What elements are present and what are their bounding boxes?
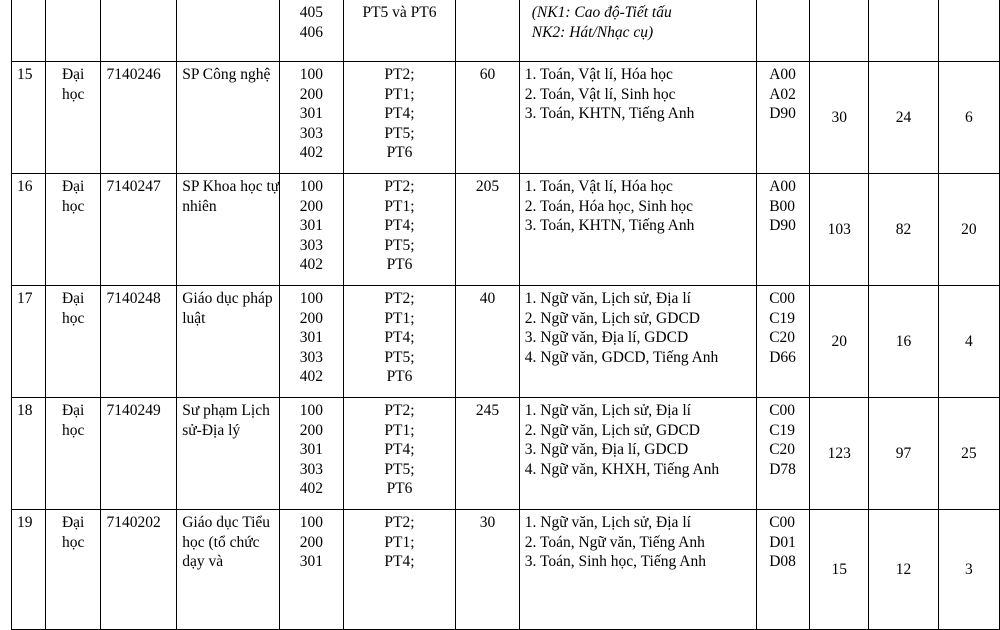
method-code: 402 (299, 256, 324, 274)
method: PT1; (384, 533, 415, 551)
subject-codes-cell (757, 286, 810, 398)
major-name-cell (177, 286, 280, 398)
quota-cell (456, 510, 519, 630)
stt-cell (12, 286, 46, 398)
method-list (344, 286, 456, 387)
quota-cell (456, 286, 519, 398)
method: PT2; (384, 290, 415, 307)
major-name-cell (177, 62, 280, 174)
count-3-cell: 3 (938, 510, 999, 630)
major-name-cell-text: SP Công nghệ (182, 66, 271, 83)
quota-cell-text: 40 (479, 290, 496, 307)
stt-cell-text: 18 (17, 402, 33, 419)
method: PT4; (384, 441, 415, 459)
method-code: 303 (299, 124, 324, 142)
method-code: 100 (299, 178, 324, 195)
level-cell (45, 0, 101, 62)
method-code: 405 (299, 4, 324, 21)
count-1-cell: 123 (810, 398, 869, 510)
count-3-cell: 20 (938, 174, 999, 286)
method-code: 303 (299, 460, 324, 478)
method-code: 100 (299, 66, 324, 83)
stt-cell (12, 174, 46, 286)
stt-cell (12, 510, 46, 630)
method: PT6 (386, 256, 413, 274)
method-code: 100 (299, 402, 324, 419)
quota-cell-text: 245 (475, 402, 500, 419)
major-code-cell (101, 174, 177, 286)
stt-cell-text: 17 (17, 290, 33, 307)
table-row (12, 0, 1000, 62)
method-code: 406 (299, 23, 324, 41)
subject-code: A02 (769, 85, 796, 103)
subject-code: A00 (769, 66, 796, 83)
quota-cell-text (456, 0, 518, 3)
combo: 1. Ngữ văn, Lịch sử, Địa lí (524, 290, 691, 307)
method-codes-cell (280, 398, 343, 510)
table-row (12, 286, 1000, 398)
table-row (12, 398, 1000, 510)
count-2-cell: 24 (869, 62, 938, 174)
level-text: Đại học (61, 514, 85, 551)
subject-codes-cell (757, 174, 810, 286)
method-list (344, 398, 456, 499)
combo-list (525, 62, 756, 124)
major-name-cell-text: Giáo dục pháp luật (182, 290, 273, 327)
method: PT5; (384, 348, 415, 366)
combo: 3. Toán, Sinh học, Tiếng Anh (524, 553, 706, 571)
combo: 2. Ngữ văn, Lịch sử, GDCD (524, 421, 700, 439)
quota-cell-text: 205 (475, 178, 500, 195)
method-code: 301 (299, 329, 324, 347)
count-2-cell (869, 0, 938, 62)
major-code-cell-text: 7140202 (106, 514, 161, 531)
subject-code: C19 (769, 421, 796, 439)
combo-list (525, 286, 756, 367)
major-name-cell-text: Sư phạm Lịch sử-Địa lý (182, 402, 270, 439)
method-code: 100 (299, 290, 324, 307)
methods-cell (343, 174, 456, 286)
methods-cell (343, 286, 456, 398)
subject-code: C00 (769, 402, 796, 419)
level-text: Đại học (61, 290, 85, 327)
count-2-cell: 16 (869, 286, 938, 398)
method-codes-cell (280, 286, 343, 398)
table-row (12, 174, 1000, 286)
method: PT2; (384, 402, 415, 419)
level-cell (45, 398, 101, 510)
major-name-cell-text: Giáo dục Tiểu học (tổ chức dạy và (182, 514, 271, 571)
quota-cell-text: 60 (479, 66, 496, 83)
level-text: Đại học (61, 402, 85, 439)
method: PT1; (384, 421, 415, 439)
major-code-cell (101, 286, 177, 398)
quota-cell (456, 0, 519, 62)
combo: 2. Toán, Hóa học, Sinh học (524, 197, 693, 215)
method: PT4; (384, 105, 415, 123)
subject-code: D66 (769, 348, 796, 366)
table-row (12, 62, 1000, 174)
stt-cell (12, 62, 46, 174)
combos-cell (519, 510, 756, 630)
method: PT1; (384, 85, 415, 103)
combo: (NK1: Cao độ-Tiết tấu (531, 4, 672, 21)
method-code: 301 (299, 553, 324, 571)
method-list (344, 62, 456, 163)
combo: 1. Toán, Vật lí, Hóa học (524, 178, 673, 195)
subject-code: D01 (769, 533, 796, 551)
methods-cell (343, 0, 456, 62)
count-1-cell: 30 (810, 62, 869, 174)
count-1-cell: 103 (810, 174, 869, 286)
subject-code: D90 (769, 105, 796, 123)
subject-codes-cell (757, 510, 810, 630)
combo: 2. Ngữ văn, Lịch sử, GDCD (524, 309, 700, 327)
quota-cell (456, 174, 519, 286)
subject-code-list (769, 0, 809, 3)
subject-codes-cell (757, 0, 810, 62)
method-list (344, 174, 456, 275)
method-code: 200 (299, 197, 324, 215)
combo: 3. Ngữ văn, Địa lí, GDCD (524, 441, 689, 459)
combo: 2. Toán, Ngữ văn, Tiếng Anh (524, 533, 705, 551)
major-name-cell (177, 398, 280, 510)
major-code-cell (101, 398, 177, 510)
combo: 2. Toán, Vật lí, Sinh học (524, 85, 676, 103)
major-code-cell-text (106, 0, 176, 3)
method-code: 200 (299, 309, 324, 327)
combo-list (525, 174, 756, 236)
major-code-cell-text: 7140249 (106, 402, 161, 419)
method: PT2; (384, 514, 415, 531)
major-code-cell (101, 62, 177, 174)
subject-code-list (769, 174, 809, 236)
method-code: 402 (299, 480, 324, 498)
combo-list (532, 0, 756, 42)
count-3-cell: 25 (938, 398, 999, 510)
count-3-cell: 6 (938, 62, 999, 174)
major-name-cell-text: SP Khoa học tự nhiên (182, 178, 280, 215)
quota-cell-text: 30 (479, 514, 496, 531)
stt-cell-text: 19 (17, 514, 33, 531)
level-cell (45, 174, 101, 286)
subject-code-list (769, 510, 809, 572)
combo: 1. Toán, Vật lí, Hóa học (524, 66, 673, 83)
level-text: Đại học (61, 178, 85, 215)
method: PT4; (384, 553, 415, 571)
subject-code-list (769, 398, 809, 479)
combos-cell (519, 0, 756, 62)
method-code: 200 (299, 421, 324, 439)
count-3-cell (938, 0, 999, 62)
stt-cell-text: 15 (17, 66, 33, 83)
count-3-cell: 4 (938, 286, 999, 398)
method-list (344, 510, 456, 572)
method-code-list (280, 286, 342, 387)
method-code-list (280, 62, 342, 163)
admissions-table (11, 0, 1000, 630)
method-codes-cell (280, 510, 343, 630)
combo: 3. Ngữ văn, Địa lí, GDCD (524, 329, 689, 347)
level-cell (45, 286, 101, 398)
method-codes-cell (280, 62, 343, 174)
method-code: 100 (299, 514, 324, 531)
subject-code-list (769, 62, 809, 124)
method-code: 301 (299, 105, 324, 123)
count-1-cell: 15 (810, 510, 869, 630)
method-code: 200 (299, 85, 324, 103)
subject-code: C20 (769, 441, 796, 459)
subject-codes-cell (757, 398, 810, 510)
count-2-cell: 12 (869, 510, 938, 630)
subject-code: C00 (769, 290, 796, 307)
method-list (344, 0, 456, 23)
level-text (46, 0, 101, 3)
methods-cell (343, 62, 456, 174)
method: PT5; (384, 124, 415, 142)
combo: NK2: Hát/Nhạc cụ) (531, 23, 654, 41)
method: PT4; (384, 329, 415, 347)
count-2-cell: 97 (869, 398, 938, 510)
methods-cell (343, 398, 456, 510)
stt-cell (12, 398, 46, 510)
method: PT5 và PT6 (362, 4, 437, 21)
level-cell (45, 62, 101, 174)
quota-cell (456, 398, 519, 510)
count-2-cell: 82 (869, 174, 938, 286)
count-1-cell: 20 (810, 286, 869, 398)
method: PT5; (384, 236, 415, 254)
method: PT6 (386, 144, 413, 162)
method-code: 301 (299, 441, 324, 459)
method-code: 200 (299, 533, 324, 551)
combo: 1. Ngữ văn, Lịch sử, Địa lí (524, 514, 691, 531)
major-code-cell-text: 7140246 (106, 66, 161, 83)
table-row (12, 510, 1000, 630)
method-codes-cell (280, 0, 343, 62)
method: PT4; (384, 217, 415, 235)
method-code-list (280, 510, 342, 572)
method-codes-cell (280, 174, 343, 286)
method-code: 303 (299, 348, 324, 366)
method-code: 402 (299, 144, 324, 162)
method-code-list (280, 0, 342, 42)
quota-cell (456, 62, 519, 174)
subject-code: D78 (769, 460, 796, 478)
subject-code: C00 (769, 514, 796, 531)
subject-code: D08 (769, 553, 796, 571)
combo: 4. Ngữ văn, KHXH, Tiếng Anh (524, 460, 720, 478)
combos-cell (519, 62, 756, 174)
combos-cell (519, 286, 756, 398)
stt-cell-text (17, 0, 45, 3)
major-code-cell (101, 510, 177, 630)
method: PT2; (384, 66, 415, 83)
stt-cell-text: 16 (17, 178, 33, 195)
method-code: 303 (299, 236, 324, 254)
major-code-cell-text: 7140248 (106, 290, 161, 307)
major-code-cell-text: 7140247 (106, 178, 161, 195)
subject-code: C20 (769, 329, 796, 347)
method-code-list (280, 174, 342, 275)
subject-code: C19 (769, 309, 796, 327)
combos-cell (519, 398, 756, 510)
combo: 1. Ngữ văn, Lịch sử, Địa lí (524, 402, 691, 419)
subject-code: A00 (769, 178, 796, 195)
major-code-cell (101, 0, 177, 62)
method: PT1; (384, 197, 415, 215)
method: PT6 (386, 480, 413, 498)
method-code: 402 (299, 368, 324, 386)
count-1-cell (810, 0, 869, 62)
method: PT1; (384, 309, 415, 327)
method-code: 301 (299, 217, 324, 235)
combo: 4. Ngữ văn, GDCD, Tiếng Anh (524, 348, 719, 366)
subject-codes-cell (757, 62, 810, 174)
combo: 3. Toán, KHTN, Tiếng Anh (524, 105, 695, 123)
method: PT5; (384, 460, 415, 478)
methods-cell (343, 510, 456, 630)
combo-list (525, 510, 756, 572)
level-text: Đại học (61, 66, 85, 103)
subject-code: B00 (769, 197, 796, 215)
combo-list (525, 398, 756, 479)
level-cell (45, 510, 101, 630)
major-name-cell-text (182, 0, 279, 3)
major-name-cell (177, 510, 280, 630)
subject-code: D90 (769, 217, 796, 235)
method: PT2; (384, 178, 415, 195)
method-code-list (280, 398, 342, 499)
stt-cell (12, 0, 46, 62)
major-name-cell (177, 174, 280, 286)
method: PT6 (386, 368, 413, 386)
subject-code-list (769, 286, 809, 367)
combo: 3. Toán, KHTN, Tiếng Anh (524, 217, 695, 235)
major-name-cell (177, 0, 280, 62)
combos-cell (519, 174, 756, 286)
